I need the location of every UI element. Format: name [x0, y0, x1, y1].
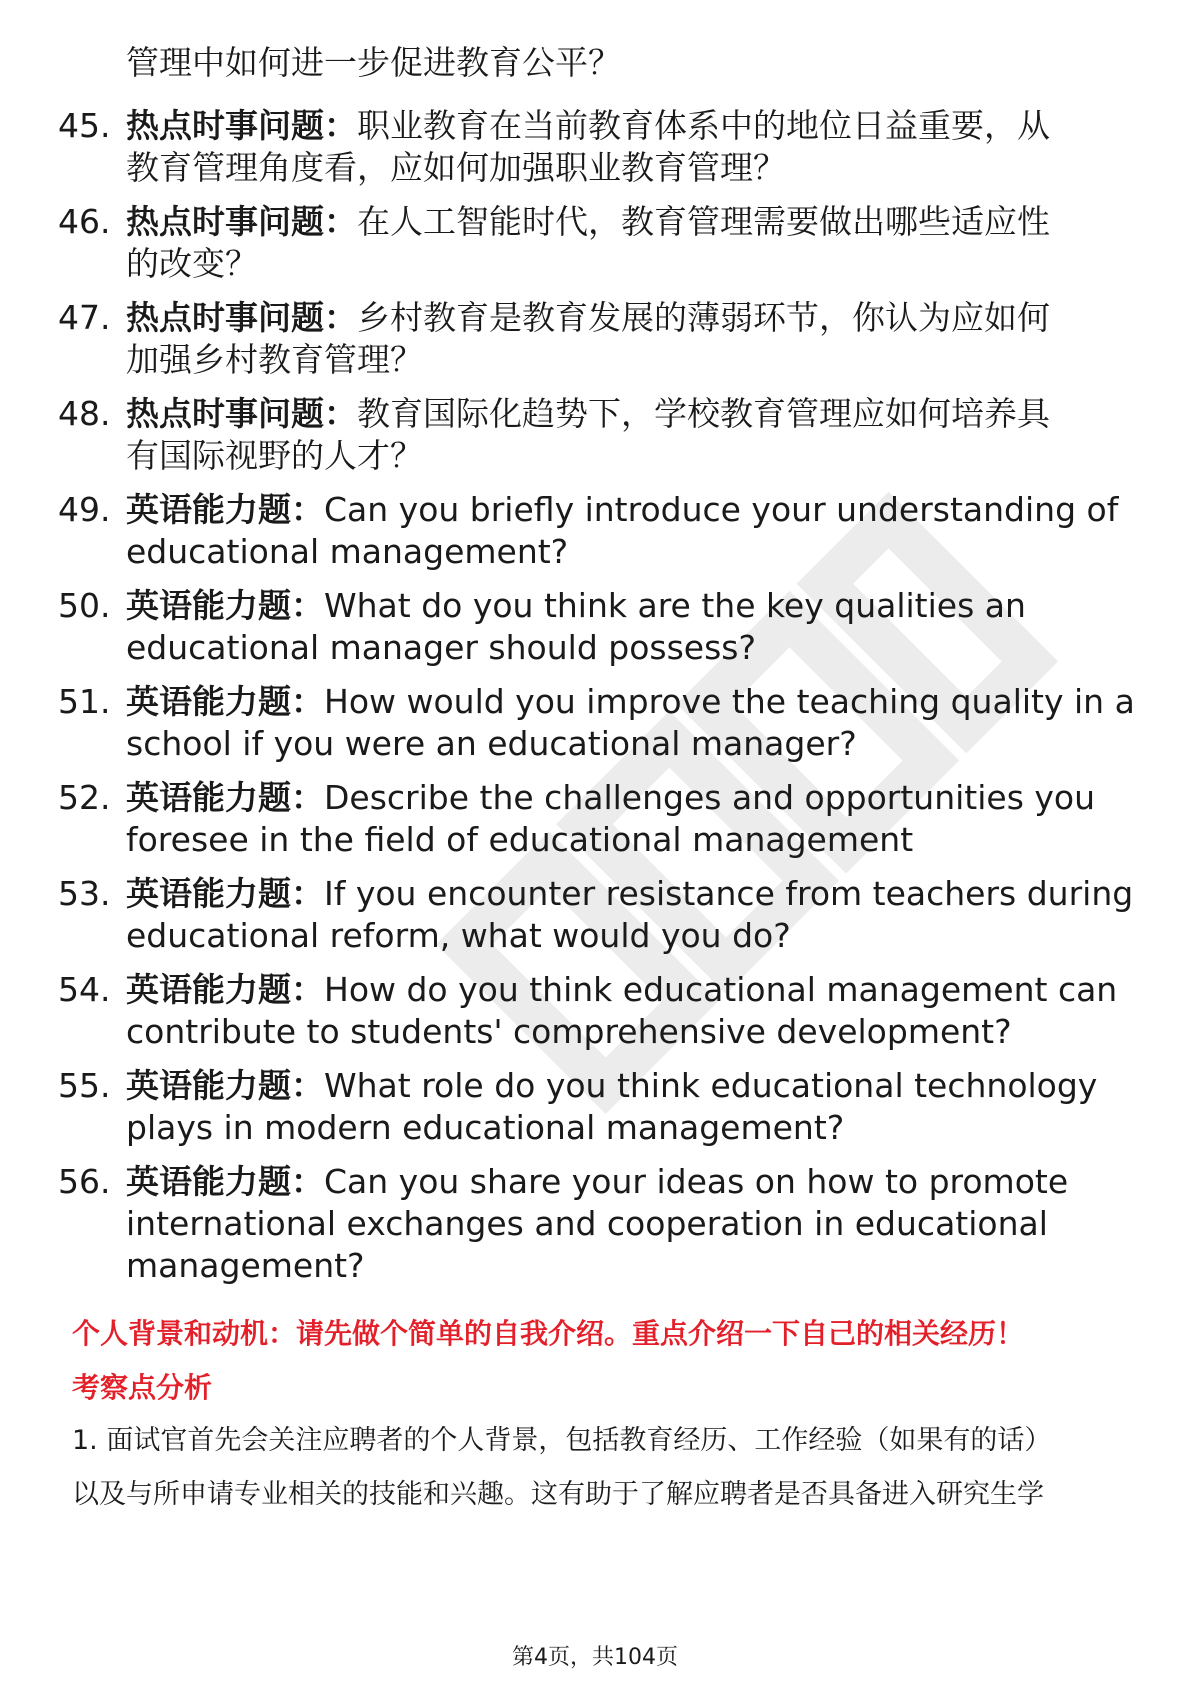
continuation-text: 管理中如何进一步促进教育公平？	[126, 43, 621, 82]
question-text: contribute to students' comprehensive development?	[126, 1012, 1012, 1051]
question-category: 热点时事问题：	[126, 298, 357, 337]
question-number: 54.	[58, 970, 111, 1009]
question-number: 51.	[58, 682, 111, 721]
question-category: 英语能力题：	[126, 778, 324, 817]
question-text: 有国际视野的人才？	[126, 436, 423, 475]
question-text: plays in modern educational management?	[126, 1108, 845, 1147]
question-text: 在人工智能时代，教育管理需要做出哪些适应性	[357, 202, 1050, 241]
question-number: 53.	[58, 874, 111, 913]
question-number: 45.	[58, 106, 111, 145]
question-text: What do you think are the key qualities an	[324, 586, 1026, 625]
question-number: 50.	[58, 586, 111, 625]
analysis-heading: 考察点分析	[72, 1371, 213, 1404]
question-category: 英语能力题：	[126, 874, 324, 913]
question-text: 加强乡村教育管理？	[126, 340, 423, 379]
question-number: 55.	[58, 1066, 111, 1105]
question-text: How do you think educational management can	[324, 970, 1118, 1009]
question-category: 英语能力题：	[126, 1162, 324, 1201]
question-category: 热点时事问题：	[126, 202, 357, 241]
question-number: 52.	[58, 778, 111, 817]
question-number: 56.	[58, 1162, 111, 1201]
question-text: How would you improve the teaching quality in a	[324, 682, 1135, 721]
question-number: 49.	[58, 490, 111, 529]
question-number: 48.	[58, 394, 111, 433]
question-text: Can you share your ideas on how to promote	[324, 1162, 1069, 1201]
question-category: 热点时事问题：	[126, 106, 357, 145]
question-text: educational reform, what would you do?	[126, 916, 791, 955]
question-text: 教育管理角度看，应如何加强职业教育管理？	[126, 148, 786, 187]
question-number: 46.	[58, 202, 111, 241]
page-footer: 第4页，共104页	[512, 1645, 678, 1670]
question-category: 英语能力题：	[126, 682, 324, 721]
question-text: Describe the challenges and opportunities you	[324, 778, 1096, 817]
question-category: 英语能力题：	[126, 970, 324, 1009]
question-text: What role do you think educational technology	[324, 1066, 1098, 1105]
question-category: 英语能力题：	[126, 1066, 324, 1105]
question-text: school if you were an educational manager?	[126, 724, 857, 763]
analysis-paragraph-line: 以及与所申请专业相关的技能和兴趣。这有助于了解应聘者是否具备进入研究生学	[72, 1479, 1044, 1510]
question-category: 热点时事问题：	[126, 394, 357, 433]
question-text: If you encounter resistance from teachers during	[324, 874, 1134, 913]
question-text: 教育国际化趋势下，学校教育管理应如何培养具	[357, 394, 1050, 433]
analysis-paragraph-line: 1. 面试官首先会关注应聘者的个人背景，包括教育经历、工作经验（如果有的话）	[72, 1425, 1052, 1456]
question-text: 的改变？	[126, 244, 258, 283]
question-text: management?	[126, 1246, 365, 1285]
section-heading: 个人背景和动机：请先做个简单的自我介绍。重点介绍一下自己的相关经历！	[72, 1317, 1025, 1350]
question-text: international exchanges and cooperation in educational	[126, 1204, 1048, 1243]
question-text: educational manager should possess?	[126, 628, 756, 667]
question-category: 英语能力题：	[126, 490, 324, 529]
question-text: 乡村教育是教育发展的薄弱环节，你认为应如何	[357, 298, 1050, 337]
question-category: 英语能力题：	[126, 586, 324, 625]
question-text: 职业教育在当前教育体系中的地位日益重要，从	[357, 106, 1050, 145]
question-text: Can you briefly introduce your understanding of	[324, 490, 1119, 529]
question-text: educational management?	[126, 532, 569, 571]
question-number: 47.	[58, 298, 111, 337]
question-text: foresee in the field of educational management	[126, 820, 914, 859]
